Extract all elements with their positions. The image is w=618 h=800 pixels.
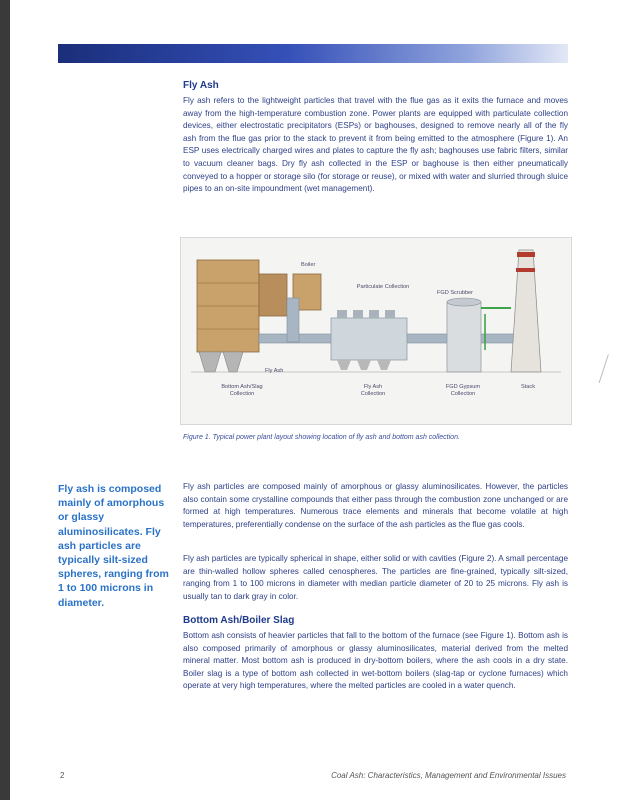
figure-power-plant-diagram bbox=[180, 237, 572, 425]
header-gradient-bar bbox=[58, 44, 568, 63]
paragraph-fly-ash-composition-1: Fly ash particles are composed mainly of amorphous or glassy aluminosilicates. However, the particles also contain some crystalline compounds that either pass through the combustion zone unchanged or are formed at high temperatures. Numerous trace elements and minerals that become volatile at high temperatures, preferentially condense on the surface of the ash particles as the flue gas cools. bbox=[183, 482, 568, 529]
margin-mark bbox=[599, 354, 617, 385]
footer-document-title: Coal Ash: Characteristics, Management and Environmental Issues bbox=[331, 771, 566, 780]
paragraph-fly-ash: Fly ash refers to the lightweight particles that travel with the flue gas as it exits the furnace and moves away from the high-temperature combustion zone. Power plants are equipped with particulate collection devices, either electrostatic precipitators (ESPs) or baghouses, designed to remove nearly all of the fly ash from the flue gas prior to the stack to prevent it from being emitted to the atmosphere (Figure 1). An ESP uses electrically charged wires and plates to capture the fly ash; baghouses use fabric filters, similar to vacuum cleaner bags. Dry fly ash collected in the ESP or baghouse is then either pneumatically conveyed to a hopper or storage silo (for storage or reuse), or mixed with water and slurried through sluice pipes to an on-site impoundment (wet management). bbox=[183, 96, 569, 194]
pullquote: Fly ash is composed mainly of amorphous or glassy aluminosilicates. Fly ash particles are typically silt-sized spheres, ranging from 1 to 100 microns in diameter. bbox=[58, 483, 169, 609]
label-fgd-scrubber: FGD Scrubber bbox=[436, 290, 474, 296]
label-stack: Stack bbox=[521, 384, 535, 390]
label-fly-ash: Fly Ash bbox=[265, 368, 284, 374]
paragraph-bottom-ash: Bottom ash consists of heavier particles that fall to the bottom of the furnace (see Figure 1). Bottom ash is also composed primarily of amorphous or glassy aluminosilicates, material derived from the melted mineral matter. Most bottom ash is produced in dry-bottom boilers, where the ash cools in a dry state. Boiler slag is a type of bottom ash collected in wet-bottom boilers (slag-tap or cyclone furnaces) which operate at very high temperatures, where the melted particles are cooled in a water quench. bbox=[183, 631, 568, 691]
figure-caption: Figure 1. Typical power plant layout showing location of fly ash and bottom ash collection. bbox=[183, 434, 460, 441]
heading-bottom-ash: Bottom Ash/Boiler Slag bbox=[183, 615, 295, 626]
label-bottom-ash-collection: Bottom Ash/Slag Collection bbox=[221, 384, 263, 397]
paragraph-fly-ash-composition-2: Fly ash particles are typically spherical in shape, either solid or with cavities (Figure 2). A small percentage are thin-walled hollow spheres called cenospheres. The particles are fine-grained, typically silt-sized, ranging from 1 to 100 microns in diameter with median particle diameter of 20 to 25 microns. Fly ash is usually tan to dark gray in color. bbox=[183, 554, 568, 601]
label-fly-ash-collection: Fly Ash Collection bbox=[360, 384, 386, 397]
heading-fly-ash: Fly Ash bbox=[183, 80, 219, 91]
label-fgd-gypsum-collection: FGD Gypsum Collection bbox=[445, 384, 481, 397]
page-edge-shadow bbox=[0, 0, 10, 800]
footer-page-number: 2 bbox=[60, 771, 65, 780]
label-boiler: Boiler bbox=[301, 262, 316, 268]
label-particulate-collection: Particulate Collection bbox=[356, 284, 410, 290]
